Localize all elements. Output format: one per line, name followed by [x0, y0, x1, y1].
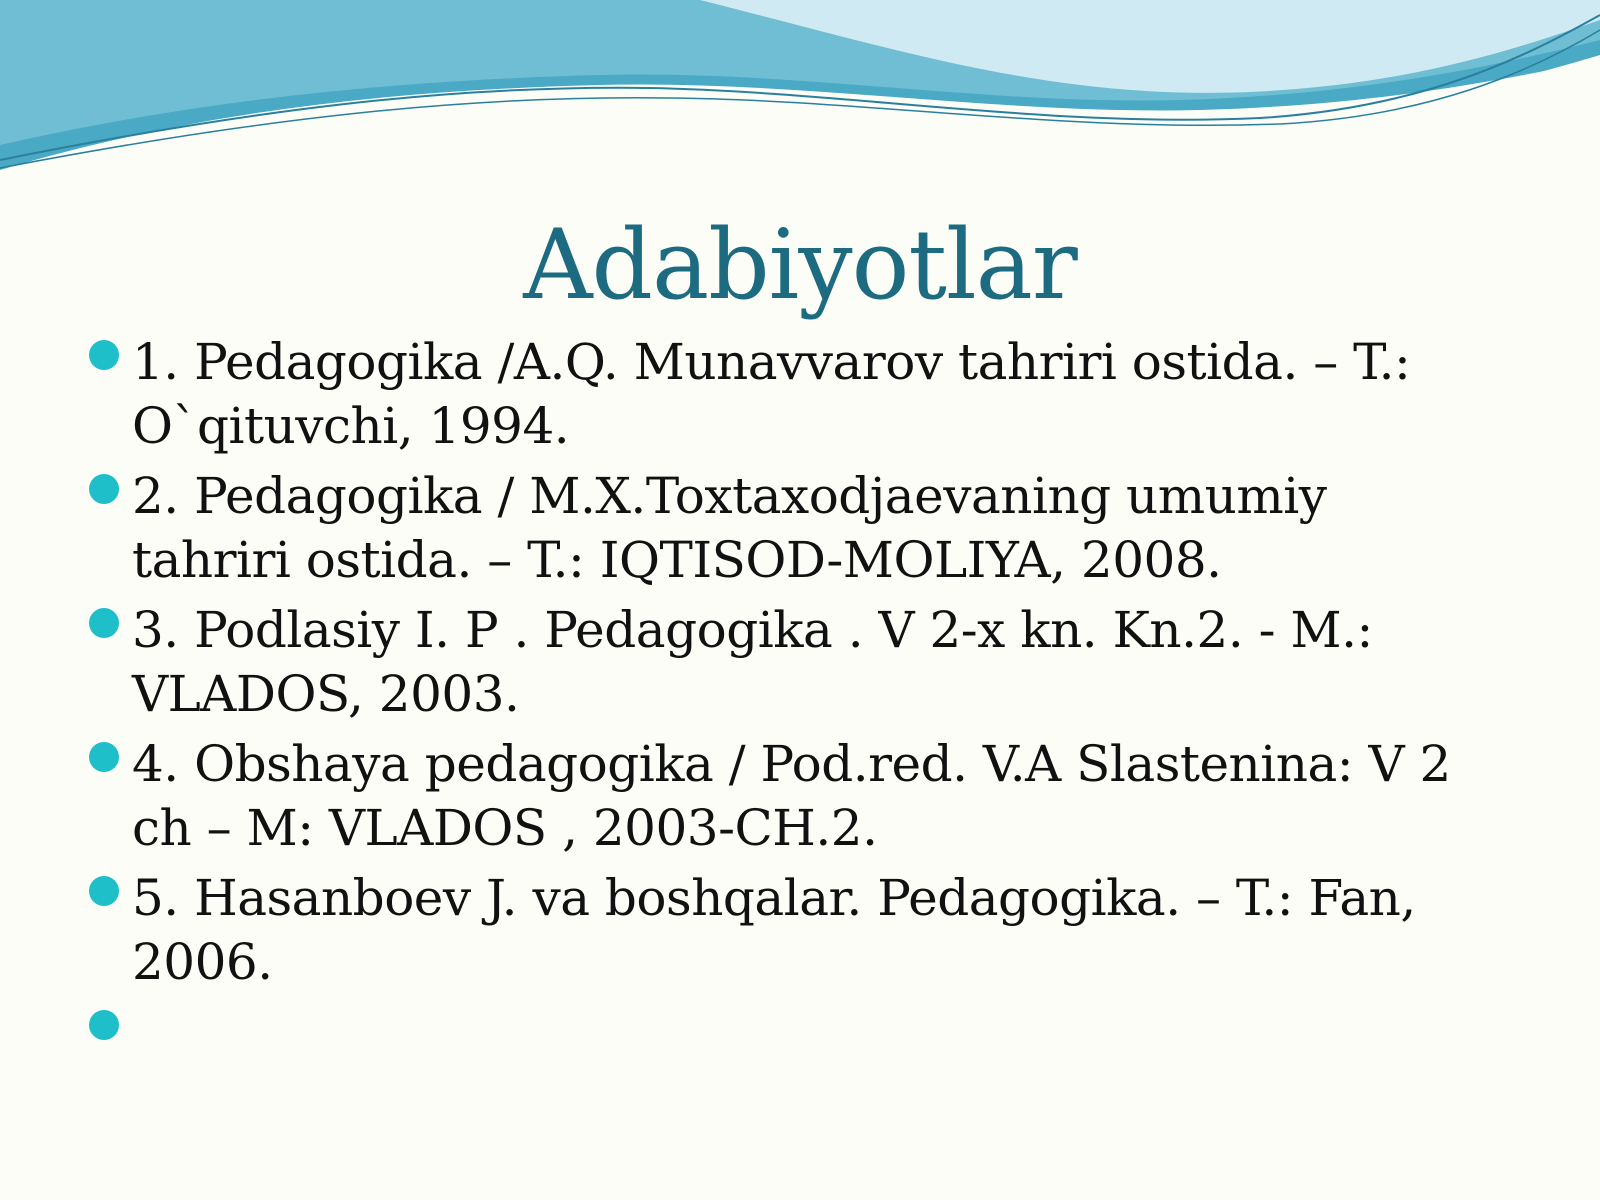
list-item-text: 5. Hasanboev J. va boshqalar. Pedagogika. – T.: Fan, 2006. — [132, 869, 1416, 991]
list-item-empty — [0, 1000, 1600, 1064]
bullet-dot-icon — [89, 340, 119, 370]
list-item-text: 4. Obshaya pedagogika / Pod.red. V.A Slastenina: V 2 ch – M: VLADOS , 2003-CH.2. — [132, 735, 1451, 857]
bullet-dot-icon — [89, 474, 119, 504]
list-item — [0, 330, 1600, 458]
list-item-text: 1. Pedagogika /A.Q. Munavvarov tahriri ostida. – T.: O`qituvchi, 1994. — [132, 333, 1411, 455]
list-item — [0, 732, 1600, 860]
list-item-text: 3. Podlasiy I. P . Pedagogika . V 2-x kn. Kn.2. - M.: VLADOS, 2003. — [132, 601, 1373, 723]
bullet-dot-icon — [89, 608, 119, 638]
list-item — [0, 464, 1600, 592]
reference-list — [0, 330, 1600, 1070]
bullet-dot-icon — [89, 876, 119, 906]
bullet-dot-icon — [89, 742, 119, 772]
list-item — [0, 598, 1600, 726]
list-item-text: 2. Pedagogika / M.X.Toxtaxodjaevaning umumiy tahriri ostida. – T.: IQTISOD-MOLIYA, 2008. — [132, 467, 1327, 589]
bullet-dot-icon — [89, 1010, 119, 1040]
slide-title: Adabiyotlar — [523, 209, 1077, 321]
wave-decoration — [0, 0, 1600, 200]
list-item — [0, 866, 1600, 994]
